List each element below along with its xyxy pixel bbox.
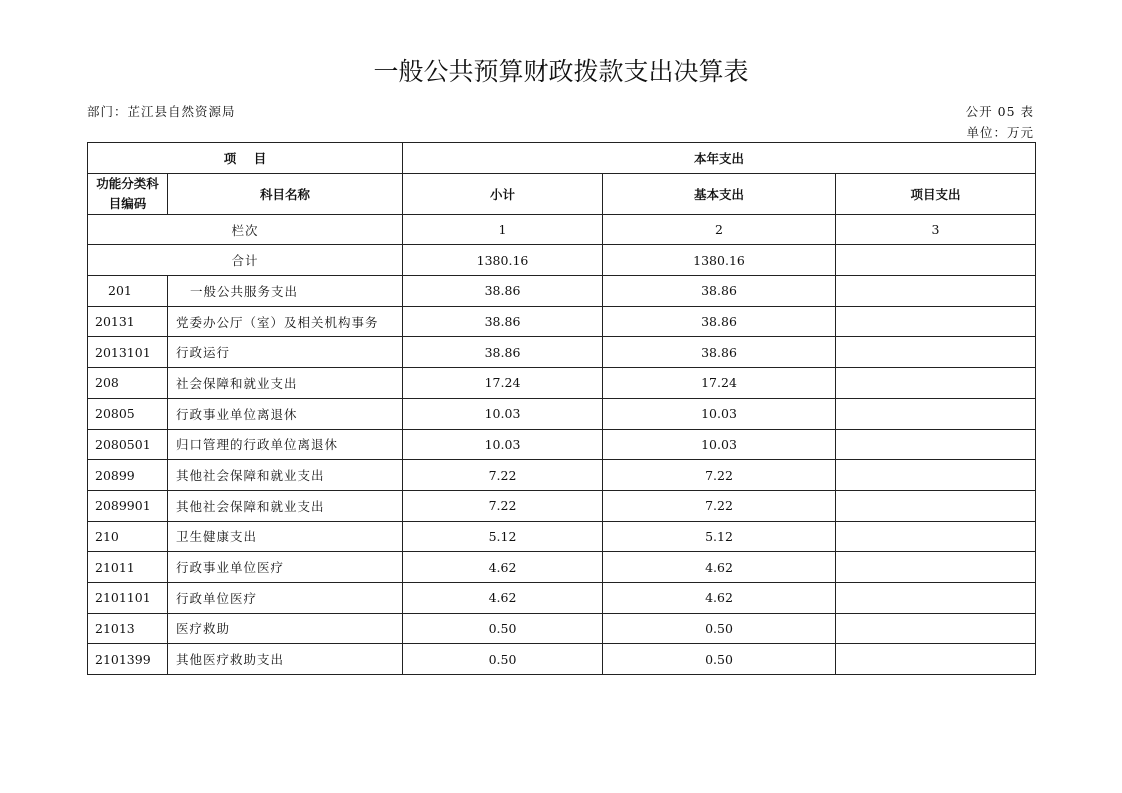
column-index-2: 2 <box>603 214 836 245</box>
row-subject-name: 社会保障和就业支出 <box>168 368 403 399</box>
table-row <box>88 398 1036 429</box>
table-row <box>88 521 1036 552</box>
row-code: 201 <box>88 276 168 307</box>
row-subtotal: 17.24 <box>403 368 603 399</box>
row-subject-name: 其他社会保障和就业支出 <box>168 490 403 521</box>
header-row-2 <box>88 173 1036 214</box>
row-code: 20899 <box>88 460 168 491</box>
form-number: 公开 05 表 <box>965 104 1034 119</box>
column-index-row <box>88 214 1036 245</box>
row-basic-expense: 4.62 <box>603 552 836 583</box>
row-basic-expense: 17.24 <box>603 368 836 399</box>
header-subject-name: 科目名称 <box>168 173 403 214</box>
row-subtotal: 38.86 <box>403 306 603 337</box>
row-code: 21011 <box>88 552 168 583</box>
row-project-expense <box>836 552 1036 583</box>
table-row <box>88 460 1036 491</box>
header-func-code: 功能分类科目编码 <box>88 173 168 214</box>
column-index-label: 栏次 <box>88 214 403 245</box>
row-basic-expense: 10.03 <box>603 398 836 429</box>
total-project <box>836 245 1036 276</box>
row-project-expense <box>836 306 1036 337</box>
row-subtotal: 10.03 <box>403 429 603 460</box>
table-row <box>88 552 1036 583</box>
header-row-1 <box>88 143 1036 174</box>
header-project: 项 目 <box>88 143 403 174</box>
row-basic-expense: 0.50 <box>603 613 836 644</box>
row-basic-expense: 5.12 <box>603 521 836 552</box>
row-subject-name: 卫生健康支出 <box>168 521 403 552</box>
row-subject-name: 归口管理的行政单位离退休 <box>168 429 403 460</box>
row-basic-expense: 4.62 <box>603 582 836 613</box>
row-project-expense <box>836 490 1036 521</box>
row-subject-name: 一般公共服务支出 <box>168 276 403 307</box>
table-row <box>88 490 1036 521</box>
row-code: 20805 <box>88 398 168 429</box>
row-subtotal: 38.86 <box>403 276 603 307</box>
column-index-3: 3 <box>836 214 1036 245</box>
row-subtotal: 4.62 <box>403 552 603 583</box>
row-subject-name: 行政事业单位医疗 <box>168 552 403 583</box>
row-basic-expense: 10.03 <box>603 429 836 460</box>
row-code: 2089901 <box>88 490 168 521</box>
table-row <box>88 306 1036 337</box>
table-row <box>88 429 1036 460</box>
row-basic-expense: 38.86 <box>603 337 836 368</box>
row-subject-name: 党委办公厅（室）及相关机构事务 <box>168 306 403 337</box>
page-title: 一般公共预算财政拨款支出决算表 <box>373 57 749 86</box>
row-code: 21013 <box>88 613 168 644</box>
row-subject-name: 行政运行 <box>168 337 403 368</box>
row-basic-expense: 7.22 <box>603 490 836 521</box>
row-subtotal: 38.86 <box>403 337 603 368</box>
row-basic-expense: 38.86 <box>603 306 836 337</box>
row-subject-name: 其他医疗救助支出 <box>168 644 403 675</box>
row-code: 2013101 <box>88 337 168 368</box>
department-label: 部门：芷江县自然资源局 <box>87 104 236 119</box>
row-subtotal: 0.50 <box>403 613 603 644</box>
table-row <box>88 276 1036 307</box>
total-label: 合计 <box>88 245 403 276</box>
row-project-expense <box>836 613 1036 644</box>
header-subtotal: 小计 <box>403 173 603 214</box>
row-code: 2101101 <box>88 582 168 613</box>
table-row <box>88 368 1036 399</box>
total-subtotal: 1380.16 <box>403 245 603 276</box>
row-subtotal: 10.03 <box>403 398 603 429</box>
row-project-expense <box>836 582 1036 613</box>
row-subject-name: 其他社会保障和就业支出 <box>168 460 403 491</box>
header-project-expense: 项目支出 <box>836 173 1036 214</box>
row-project-expense <box>836 460 1036 491</box>
row-basic-expense: 0.50 <box>603 644 836 675</box>
row-basic-expense: 7.22 <box>603 460 836 491</box>
row-subject-name: 行政事业单位离退休 <box>168 398 403 429</box>
row-code: 20131 <box>88 306 168 337</box>
row-project-expense <box>836 368 1036 399</box>
total-row <box>88 245 1036 276</box>
row-project-expense <box>836 337 1036 368</box>
row-subtotal: 4.62 <box>403 582 603 613</box>
row-project-expense <box>836 521 1036 552</box>
table-row <box>88 337 1036 368</box>
header-current-year-expense: 本年支出 <box>403 143 1036 174</box>
row-subtotal: 7.22 <box>403 490 603 521</box>
budget-table <box>87 142 1036 675</box>
table-row <box>88 613 1036 644</box>
row-project-expense <box>836 429 1036 460</box>
row-subject-name: 行政单位医疗 <box>168 582 403 613</box>
row-subtotal: 0.50 <box>403 644 603 675</box>
row-project-expense <box>836 398 1036 429</box>
column-index-1: 1 <box>403 214 603 245</box>
row-project-expense <box>836 644 1036 675</box>
row-subtotal: 7.22 <box>403 460 603 491</box>
row-code: 210 <box>88 521 168 552</box>
row-subtotal: 5.12 <box>403 521 603 552</box>
table-row <box>88 582 1036 613</box>
row-project-expense <box>836 276 1036 307</box>
table-row <box>88 644 1036 675</box>
row-code: 2080501 <box>88 429 168 460</box>
row-subject-name: 医疗救助 <box>168 613 403 644</box>
header-basic-expense: 基本支出 <box>603 173 836 214</box>
row-basic-expense: 38.86 <box>603 276 836 307</box>
row-code: 208 <box>88 368 168 399</box>
total-basic: 1380.16 <box>603 245 836 276</box>
row-code: 2101399 <box>88 644 168 675</box>
unit-label: 单位：万元 <box>966 125 1034 140</box>
